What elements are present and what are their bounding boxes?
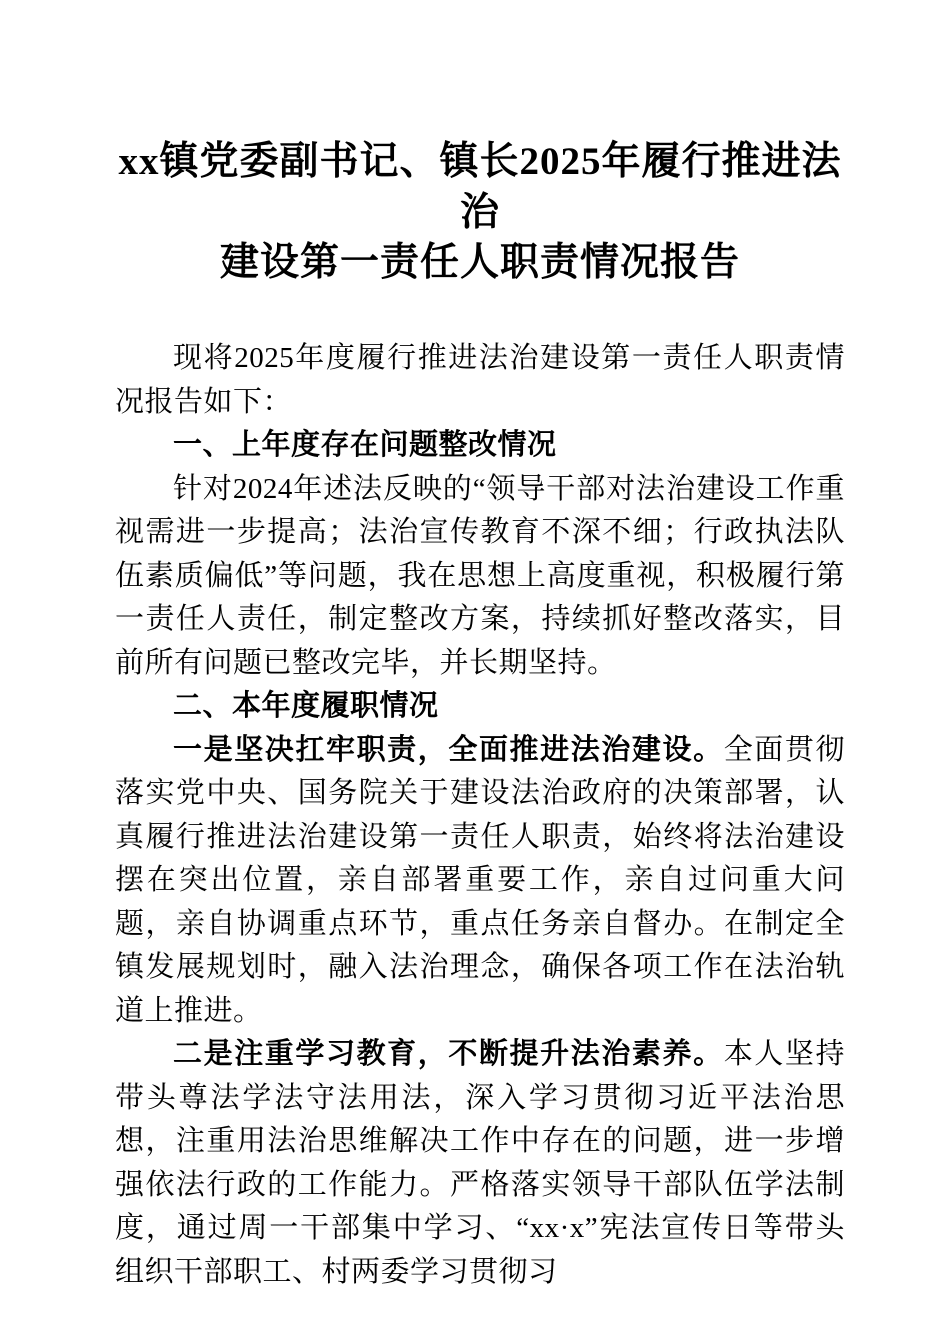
section-heading-2: 二、本年度履职情况 [173, 690, 439, 723]
paragraph-duty-1 [115, 729, 845, 1034]
document-title [115, 137, 845, 289]
document-title-line-2: 建设第一责任人职责情况报告 [219, 241, 740, 285]
paragraph-body-1: 全面贯彻落实党中央、国务院关于建设法治政府的决策部署，认真履行推进法治建设第一责任人职责，始终将法治建设摆在突出位置，亲自部署重要工作，亲自过问重大问题，亲自协调重点环节，重点任务亲自督办。在制定全镇发展规划时，融入法治理念，确保各项工作在法治轨道上推进。 [115, 733, 845, 1027]
paragraph-lead-1: 一是坚决扛牢职责，全面推进法治建设。 [173, 733, 724, 766]
paragraph-body-2: 本人坚持带头尊法学法守法用法，深入学习贯彻习近平法治思想，注重用法治思维解决工作中存在的问题，进一步增强依法行政的工作能力。严格落实领导干部队伍学法制度，通过周一干部集中学习、“xx·x”宪法宣传日等带头组织干部职工、村两委学习贯彻习 [115, 1038, 845, 1288]
paragraph-duty-2 [115, 1033, 845, 1294]
document-title-line-1: xx镇党委副书记、镇长2025年履行推进法治 [118, 140, 842, 234]
paragraph-rectification: 针对2024年述法反映的“领导干部对法治建设工作重视需进一步提高；法治宣传教育不深不细；行政执法队伍素质偏低”等问题，我在思想上高度重视，积极履行第一责任人责任，制定整改方案，持续抓好整改落实，目前所有问题已整改完毕，并长期坚持。 [115, 472, 845, 679]
paragraph-intro: 现将2025年度履行推进法治建设第一责任人职责情况报告如下： [115, 342, 845, 418]
section-heading-1: 一、上年度存在问题整改情况 [173, 429, 557, 462]
paragraph-lead-2: 二是注重学习教育，不断提升法治素养。 [173, 1038, 724, 1071]
